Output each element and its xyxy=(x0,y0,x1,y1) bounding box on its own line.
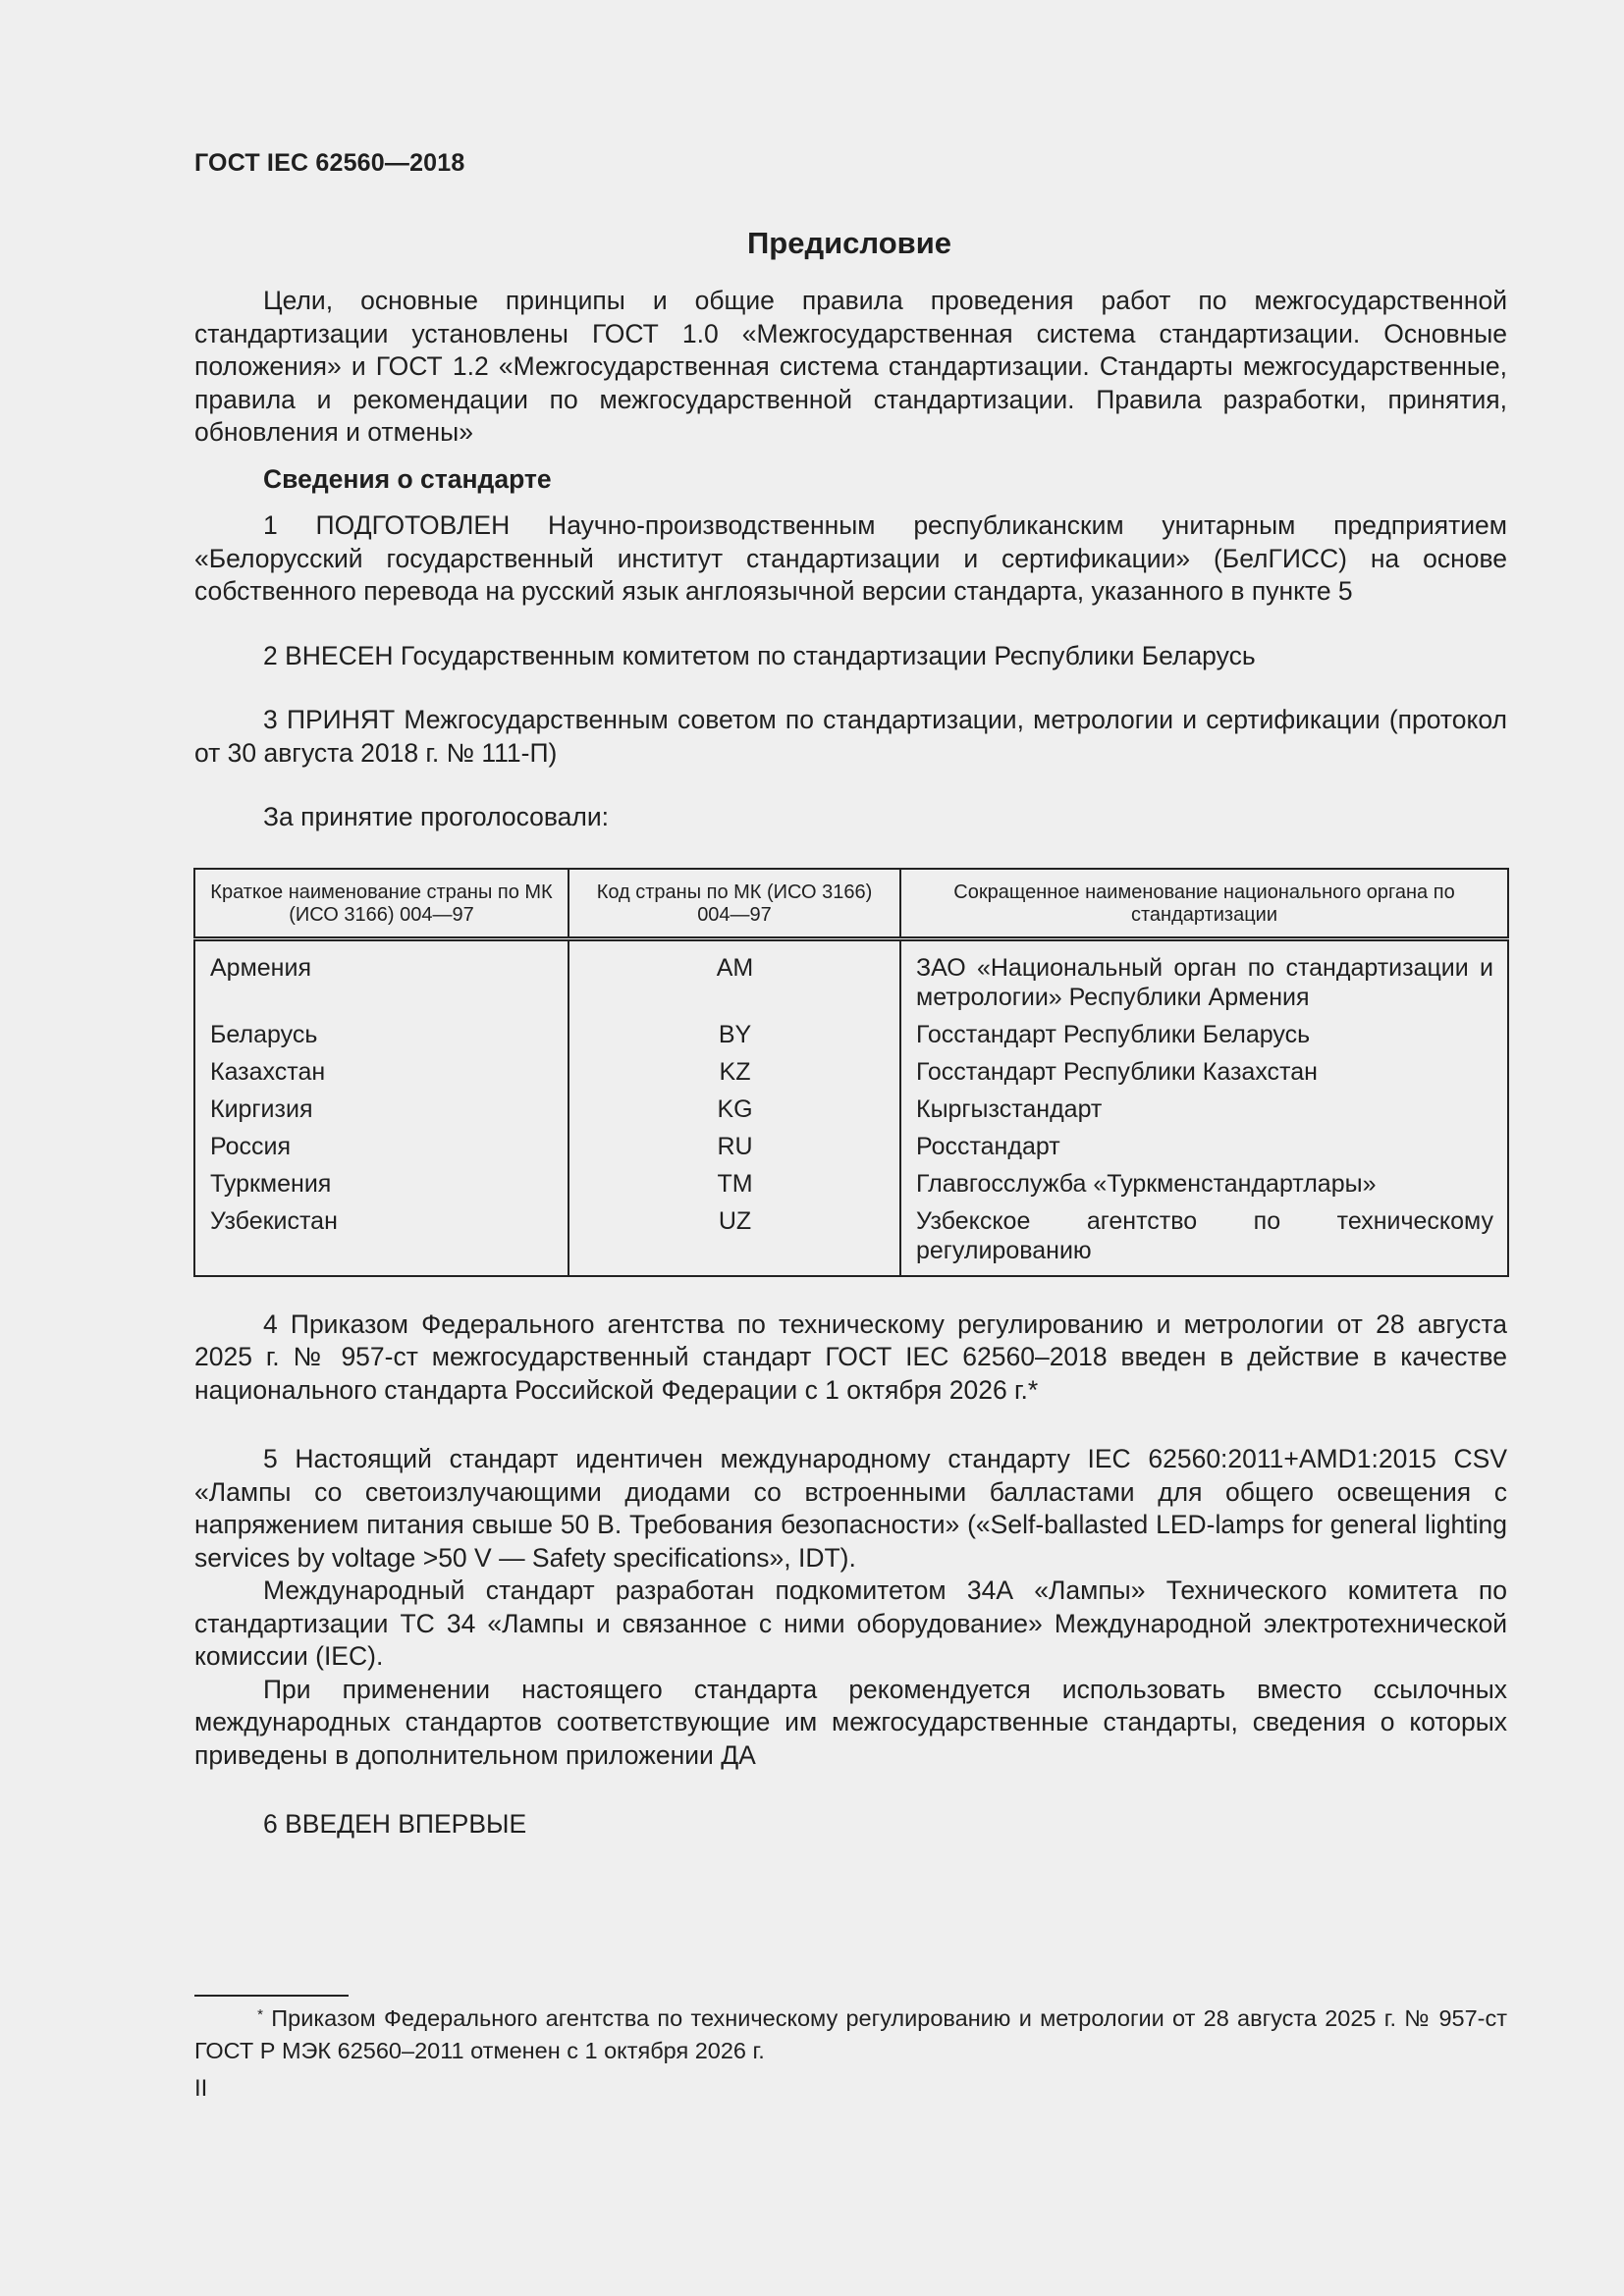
document-code-header: ГОСТ IEC 62560—2018 xyxy=(194,149,465,177)
body-cell: ЗАО «Национальный орган по стандартизации и метрологии» Республики Армения xyxy=(900,938,1508,1016)
item-5-committee-paragraph: Международный стандарт разработан подкомитетом 34А «Лампы» Технического комитета по стандартизации ТС 34 «Лампы и связанное с ними оборудование» Международной электротехнической комиссии (IEC). xyxy=(194,1575,1507,1671)
code-cell: TM xyxy=(568,1165,900,1202)
code-cell: KZ xyxy=(568,1053,900,1091)
preface-body xyxy=(194,285,1507,1842)
code-cell: BY xyxy=(568,1016,900,1053)
table-row xyxy=(194,1016,1508,1053)
body-cell: Госстандарт Республики Беларусь xyxy=(900,1016,1508,1053)
country-cell: Армения xyxy=(194,938,568,1016)
body-cell: Кыргызстандарт xyxy=(900,1091,1508,1128)
table-header-country: Краткое наименование страны по МК (ИСО 3166) 004—97 xyxy=(194,869,568,939)
vote-intro: За принятие проголосовали: xyxy=(263,802,610,831)
body-cell: Росстандарт xyxy=(900,1128,1508,1165)
table-row xyxy=(194,1128,1508,1165)
code-cell: UZ xyxy=(568,1202,900,1276)
footnote-marker: * xyxy=(257,2006,263,2023)
body-cell: Главгосслужба «Туркменстандартлары» xyxy=(900,1165,1508,1202)
country-cell: Россия xyxy=(194,1128,568,1165)
code-cell: RU xyxy=(568,1128,900,1165)
item-5-paragraph: 5 Настоящий стандарт идентичен международному стандарту IEC 62560:2011+AMD1:2015 CSV «Лампы со светоизлучающими диодами со встроенными балластами для общего освещения с напряжением питания свыше 50 В. Требования безопасности» («Self-ballasted LED-lamps for general lighting services by voltage >50 V — Safety specifications», IDT). xyxy=(194,1444,1507,1573)
item-6-paragraph: 6 ВВЕДЕН ВПЕРВЫЕ xyxy=(263,1809,527,1839)
intro-paragraph: Цели, основные принципы и общие правила проведения работ по межгосударственной стандартизации установлены ГОСТ 1.0 «Межгосударственная система стандартизации. Основные положения» и ГОСТ 1.2 «Межгосударственная система стандартизации. Стандарты межгосударственные, правила и рекомендации по межгосударственной стандартизации. Правила разработки, принятия, обновления и отмены» xyxy=(194,286,1507,447)
item-2-paragraph: 2 ВНЕСЕН Государственным комитетом по стандартизации Республики Беларусь xyxy=(263,640,1256,670)
table-header-row xyxy=(194,869,1508,939)
footnote-separator xyxy=(194,1995,349,1997)
table-row xyxy=(194,1202,1508,1276)
table-row xyxy=(194,938,1508,1016)
country-cell: Киргизия xyxy=(194,1091,568,1128)
info-heading: Сведения о стандарте xyxy=(263,463,552,494)
page-number: II xyxy=(194,2075,208,2102)
table-header-code: Код страны по МК (ИСО 3166) 004—97 xyxy=(568,869,900,939)
table-row xyxy=(194,1091,1508,1128)
country-cell: Туркмения xyxy=(194,1165,568,1202)
page-title: Предисловие xyxy=(746,226,951,260)
footnote-text: Приказом Федерального агентства по техническому регулированию и метрологии от 28 августа 2025 г. № 957-ст ГОСТ Р МЭК 62560–2011 отменен с 1 октября 2026 г. xyxy=(194,2005,1507,2063)
country-cell: Казахстан xyxy=(194,1053,568,1091)
footnote xyxy=(194,2002,1507,2067)
item-5-references-paragraph: При применении настоящего стандарта рекомендуется использовать вместо ссылочных международных стандартов соответствующие им межгосударственные стандарты, сведения о которых приведены в дополнительном приложении ДА xyxy=(194,1674,1507,1770)
code-cell: AM xyxy=(568,938,900,1016)
table-row xyxy=(194,1165,1508,1202)
voting-countries-table xyxy=(193,868,1509,1277)
code-cell: KG xyxy=(568,1091,900,1128)
item-4-paragraph: 4 Приказом Федерального агентства по техническому регулированию и метрологии от 28 августа 2025 г. № 957-ст межгосударственный стандарт ГОСТ IEC 62560–2018 введен в действие в качестве национального стандарта Российской Федерации с 1 октября 2026 г.* xyxy=(194,1308,1507,1405)
item-3-paragraph: 3 ПРИНЯТ Межгосударственным советом по стандартизации, метрологии и сертификации (протокол от 30 августа 2018 г. № 111-П) xyxy=(194,705,1507,768)
body-cell: Госстандарт Республики Казахстан xyxy=(900,1053,1508,1091)
body-cell: Узбекское агентство по техническому регулированию xyxy=(900,1202,1508,1276)
table-header-body: Сокращенное наименование национального органа по стандартизации xyxy=(900,869,1508,939)
table-row xyxy=(194,1053,1508,1091)
item-1-paragraph: 1 ПОДГОТОВЛЕН Научно-производственным республиканским унитарным предприятием «Белорусский государственный институт стандартизации и сертификации» (БелГИСС) на основе собственного перевода на русский язык англоязычной версии стандарта, указанного в пункте 5 xyxy=(194,510,1507,606)
country-cell: Узбекистан xyxy=(194,1202,568,1276)
country-cell: Беларусь xyxy=(194,1016,568,1053)
